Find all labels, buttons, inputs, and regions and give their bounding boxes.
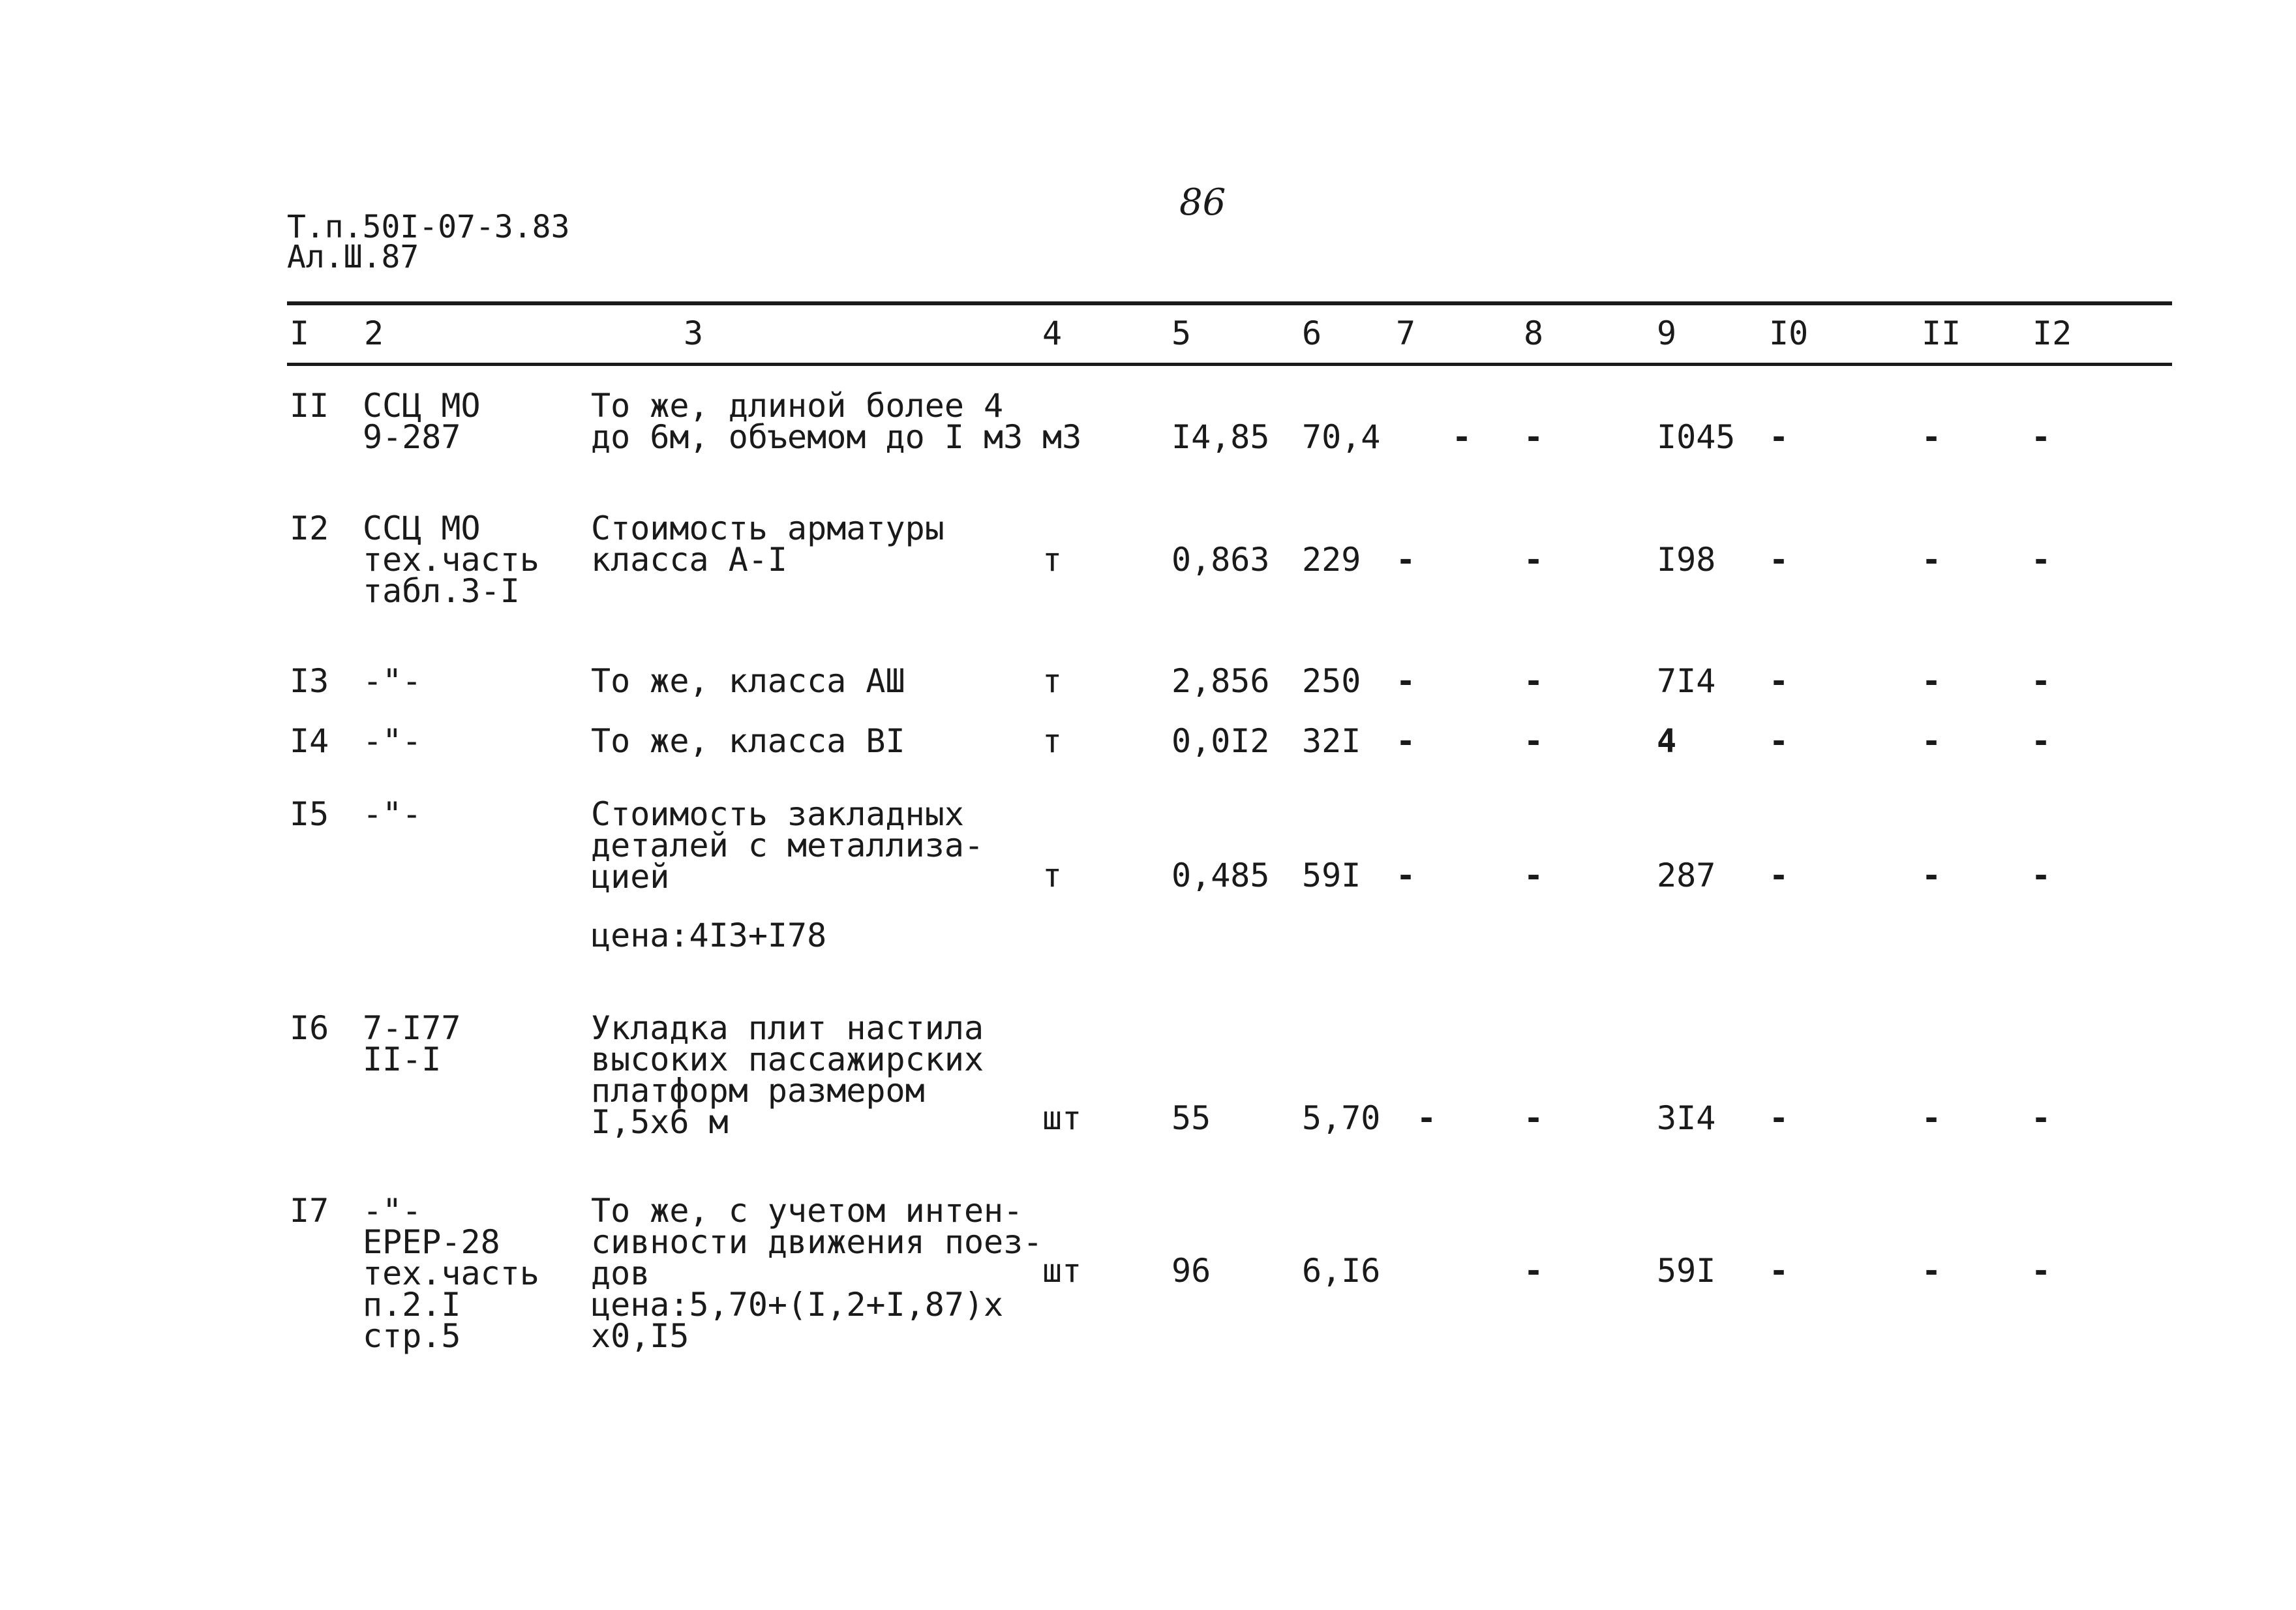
row-unit-price: 70,4: [1302, 418, 1381, 456]
row-code: -"- ЕРЕР-28 тех.часть п.2.I стр.5: [363, 1192, 539, 1355]
table-header-rule: [287, 363, 2172, 366]
row-unit: шт: [1042, 1099, 1082, 1137]
row-quantity: 2,856: [1171, 662, 1270, 700]
row-col8: -: [1524, 1099, 1544, 1137]
row-unit-price: 6,I6: [1302, 1252, 1381, 1290]
row-number: I6: [290, 1009, 329, 1047]
row-col11: -: [1922, 857, 1942, 894]
row-quantity: 0,863: [1171, 541, 1270, 579]
row-description: То же, класса АШ: [591, 662, 905, 700]
row-description: То же, с учетом интен- сивности движения поез- дов цена:5,70+(I,2+I,87)х х0,I5: [591, 1192, 1043, 1355]
row-col10: -: [1769, 662, 1789, 700]
row-quantity: I4,85: [1171, 418, 1270, 456]
col-head-10: I0: [1769, 314, 1809, 352]
row-col11: -: [1922, 1099, 1942, 1137]
row-unit: м3: [1042, 418, 1082, 456]
row-number: I4: [290, 722, 329, 760]
row-col7: -: [1452, 418, 1472, 456]
row-col12: -: [2031, 662, 2051, 700]
row-description: То же, класса BI: [591, 722, 905, 760]
row-col12: -: [2031, 1252, 2051, 1290]
row-price-note: цена:4I3+I78: [591, 917, 827, 954]
row-description: Укладка плит настила высоких пассажирских платформ размером I,5х6 м: [591, 1009, 984, 1141]
row-col11: -: [1922, 722, 1942, 760]
row-description: То же, длиной более 4 до 6м, объемом до I м3: [591, 387, 1023, 456]
col-head-1: I: [290, 314, 310, 352]
row-col8: -: [1524, 418, 1544, 456]
row-number: I5: [290, 795, 329, 833]
row-col10: -: [1769, 541, 1789, 579]
row-col11: -: [1922, 541, 1942, 579]
col-head-5: 5: [1171, 314, 1192, 352]
row-unit: т: [1042, 541, 1063, 579]
row-quantity: 0,0I2: [1171, 722, 1270, 760]
row-unit: т: [1042, 722, 1063, 760]
row-col10: -: [1769, 418, 1789, 456]
row-quantity: 55: [1171, 1099, 1211, 1137]
row-col8: -: [1524, 857, 1544, 894]
row-code: ССЦ МО тех.часть табл.3-I: [363, 509, 539, 610]
col-head-11: II: [1922, 314, 1961, 352]
row-unit-price: 229: [1302, 541, 1361, 579]
row-total: 7I4: [1657, 662, 1716, 700]
row-col11: -: [1922, 1252, 1942, 1290]
row-col8: -: [1524, 1252, 1544, 1290]
row-col7: -: [1396, 857, 1416, 894]
col-head-3: 3: [684, 314, 704, 352]
row-total: 59I: [1657, 1252, 1716, 1290]
row-col11: -: [1922, 662, 1942, 700]
row-total: 3I4: [1657, 1099, 1716, 1137]
row-col10: -: [1769, 722, 1789, 760]
row-col10: -: [1769, 1252, 1789, 1290]
page-number: 86: [1179, 181, 1226, 224]
row-unit-price: 250: [1302, 662, 1361, 700]
row-col12: -: [2031, 722, 2051, 760]
row-total: I98: [1657, 541, 1716, 579]
row-col12: -: [2031, 418, 2051, 456]
row-total: I045: [1657, 418, 1736, 456]
col-head-7: 7: [1396, 314, 1416, 352]
row-quantity: 0,485: [1171, 857, 1270, 894]
col-head-2: 2: [364, 314, 384, 352]
row-col7: -: [1396, 722, 1416, 760]
row-quantity: 96: [1171, 1252, 1211, 1290]
row-unit-price: 32I: [1302, 722, 1361, 760]
row-code: -"-: [363, 722, 422, 760]
row-col11: -: [1922, 418, 1942, 456]
table-top-rule: [287, 301, 2172, 305]
row-col8: -: [1524, 722, 1544, 760]
row-code: -"-: [363, 662, 422, 700]
row-col12: -: [2031, 541, 2051, 579]
col-head-6: 6: [1302, 314, 1322, 352]
row-total: 287: [1657, 857, 1716, 894]
col-head-8: 8: [1524, 314, 1544, 352]
row-number: I7: [290, 1192, 329, 1230]
col-head-4: 4: [1042, 314, 1063, 352]
row-description: Стоимость арматуры класса А-I: [591, 509, 944, 579]
row-unit-price: 59I: [1302, 857, 1361, 894]
row-col7: -: [1417, 1099, 1437, 1137]
row-unit-price: 5,70: [1302, 1099, 1381, 1137]
row-unit: т: [1042, 857, 1063, 894]
album-reference: Ал.Ш.87: [287, 239, 419, 275]
row-col10: -: [1769, 857, 1789, 894]
col-head-9: 9: [1657, 314, 1677, 352]
row-col8: -: [1524, 541, 1544, 579]
row-code: ССЦ МО 9-287: [363, 387, 481, 456]
row-col12: -: [2031, 1099, 2051, 1137]
row-col10: -: [1769, 1099, 1789, 1137]
row-number: I2: [290, 509, 329, 547]
row-col7: -: [1396, 541, 1416, 579]
row-col7: -: [1396, 662, 1416, 700]
col-head-12: I2: [2032, 314, 2072, 352]
row-unit: т: [1042, 662, 1063, 700]
row-col8: -: [1524, 662, 1544, 700]
row-col12: -: [2031, 857, 2051, 894]
row-number: II: [290, 387, 329, 425]
row-total: 4: [1657, 722, 1677, 760]
row-unit: шт: [1042, 1252, 1082, 1290]
row-description: Стоимость закладных деталей с металлиза- цией: [591, 795, 984, 896]
row-code: -"-: [363, 795, 422, 833]
row-number: I3: [290, 662, 329, 700]
row-code: 7-I77 II-I: [363, 1009, 461, 1078]
document-code: Т.п.50I-07-3.83: [287, 209, 570, 245]
